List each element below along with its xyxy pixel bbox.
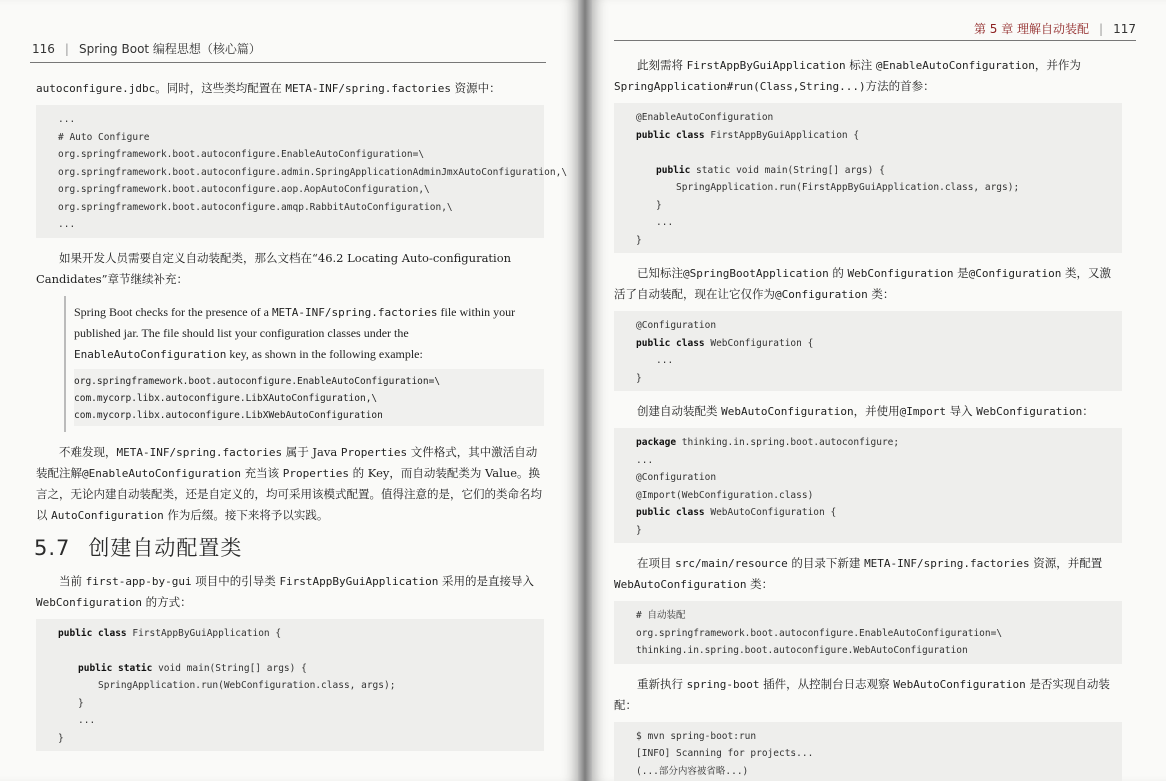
right-para-3: 创建自动装配类 WebAutoConfiguration，并使用@Import 导入 WebConfiguration： [637, 404, 1094, 418]
left-header-rule [30, 62, 546, 63]
left-para-4: 当前 first-app-by-gui 项目中的引导类 FirstAppByGuiApplication 采用的是直接导入 WebConfiguration 的方式： [36, 573, 535, 609]
left-running-head: 116 | Spring Boot 编程思想（核心篇） [32, 42, 261, 56]
section-heading: 5.7 创建自动配置类 [34, 535, 243, 560]
right-page [592, 0, 1166, 781]
right-para-1: 此刻需将 FirstAppByGuiApplication 标注 @EnableAutoConfiguration，并作为 SpringApplication#run(Class,String...)方法的首参： [614, 58, 1081, 93]
left-para-2: 如果开发人员需要自定义自动装配类，那么文档在“46.2 Locating Auto-configuration Candidates”章节继续补充： [36, 250, 512, 286]
code-block-web-auto-configuration: package thinking.in.spring.boot.autoconfigure; ... @Configuration @Import(WebConfiguration.class) public class WebAutoConfiguration { } [614, 428, 1122, 543]
right-content [614, 55, 1122, 781]
left-para-3: 不难发现，META-INF/spring.factories 属于 Java Properties 文件格式，其中激活自动装配注解@EnableAutoConfiguration 充当该 Properties 的 Key，而自动装配类为 Value。换言之，无论内建自动装配类，还是自定义的，均可采用该模式配置。值得注意的是，它们的类命名均以 AutoConfiguration 作为后缀。接下来将予以实践。 [36, 444, 542, 522]
right-running-head: 第 5 章 理解自动装配 | 117 [973, 22, 1136, 36]
code-block-factories: ... # Auto Configure org.springframework.boot.autoconfigure.EnableAutoConfiguration=\ org.springframework.boot.autoconfigure.admin.SpringApplicationAdminJmxAutoConfiguration,\ org.springframework.boot.autoconfigure.aop.AopAutoConfiguration,\ org.springframework.boot.autoconfigure.amqp.RabbitAutoConfiguration,\ ... [36, 105, 544, 238]
code-block-main-class: public class FirstAppByGuiApplication { public static void main(String[] args) { SpringApplication.run(WebConfiguration.class, args); } ... } [36, 619, 544, 752]
code-block-web-configuration: @Configuration public class WebConfiguration { ... } [614, 311, 1122, 391]
right-header-rule [614, 40, 1136, 41]
quote-code: org.springframework.boot.autoconfigure.EnableAutoConfiguration=\ com.mycorp.libx.autoconfigure.LibXAutoConfiguration,\ com.mycorp.libx.autoconfigure.LibXWebAutoConfiguration [74, 369, 544, 426]
right-para-2: 已知标注@SpringBootApplication 的 WebConfiguration 是@Configuration 类，又激活了自动装配，现在让它仅作为@Configuration 类： [614, 266, 1112, 301]
left-para-1: autoconfigure.jdbc。同时，这些类均配置在 META-INF/spring.factories 资源中： [36, 81, 501, 95]
code-block-enable-auto: @EnableAutoConfiguration public class FirstAppByGuiApplication { public static void main(String[] args) { SpringApplication.run(FirstAppByGuiApplication.class, args); } ... } [614, 103, 1122, 253]
doc-quote [64, 296, 544, 432]
left-page-number: 116 [32, 42, 55, 56]
code-block-console: $ mvn spring-boot:run [INFO] Scanning for projects... (...部分内容被省略...) [614, 722, 1122, 781]
left-page [0, 0, 578, 781]
right-page-number: 117 [1113, 22, 1136, 36]
book-gutter [578, 0, 592, 781]
quote-text: Spring Boot checks for the presence of a META-INF/spring.factories file within your published jar. The file should list your configuration classes under the EnableAutoConfiguration key, as shown in the following example: [74, 304, 516, 361]
left-content [34, 78, 568, 761]
right-para-5: 重新执行 spring-boot 插件，从控制台日志观察 WebAutoConfiguration 是否实现自动装配： [614, 676, 1110, 712]
code-block-spring-factories: # 自动装配 org.springframework.boot.autoconfigure.EnableAutoConfiguration=\ thinking.in.spring.boot.autoconfigure.WebAutoConfiguration [614, 601, 1122, 664]
right-para-4: 在项目 src/main/resource 的目录下新建 META-INF/spring.factories 资源，并配置 WebAutoConfiguration 类： [614, 556, 1103, 591]
book-title: Spring Boot 编程思想（核心篇） [78, 42, 261, 56]
